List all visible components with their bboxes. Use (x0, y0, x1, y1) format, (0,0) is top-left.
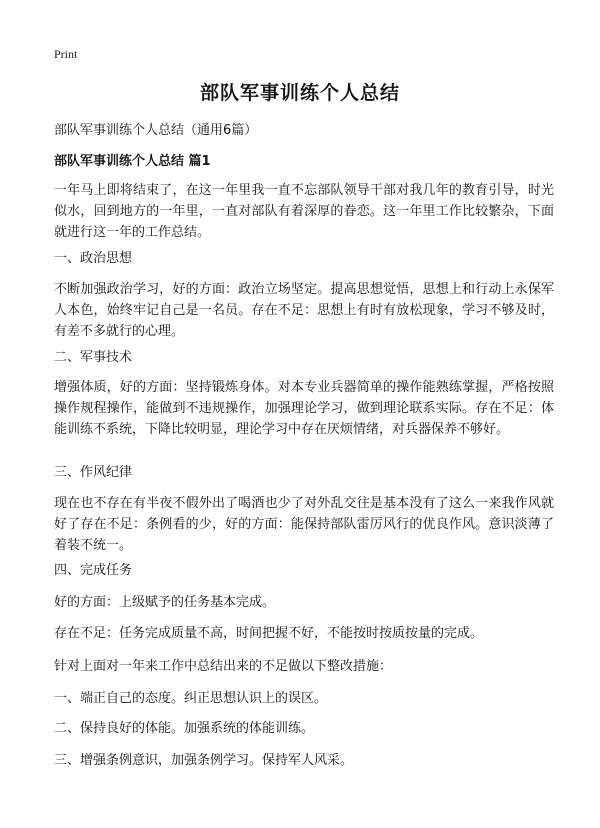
page-title: 部队军事训练个人总结 (199, 82, 400, 104)
measure-item-2: 二、保持良好的体能。加强系统的体能训练。 (54, 721, 315, 736)
heading-discipline: 三、作风纪律 (54, 465, 133, 480)
print-label: Print (54, 47, 78, 61)
heading-military-skills: 二、军事技术 (54, 350, 133, 365)
paragraph-intro: 一年马上即将结束了，在这一年里我一直不忘部队领导干部对我几年的教育引导，时光似水，回到地方的一年里，一直对部队有着深厚的眷恋。这一年里工作比较繁杂，下面就进行这一年的工作总结。 (54, 183, 554, 240)
heading-tasks: 四、完成任务 (54, 563, 133, 578)
paragraph-measures-intro: 针对上面对一年来工作中总结出来的不足做以下整改措施： (54, 659, 393, 674)
measure-item-3: 三、增强条例意识，加强条例学习。保持军人风采。 (54, 753, 354, 768)
document-subtitle: 部队军事训练个人总结（通用6篇） (54, 123, 258, 138)
paragraph-discipline: 现在也不存在有半夜不假外出了喝酒也少了对外乱交往是基本没有了这么一来我作风就好了存在不足：条例看的少，好的方面：能保持部队雷厉风行的优良作风。意识淡薄了着装不统一。 (54, 496, 554, 553)
paragraph-tasks-shortfall: 存在不足：任务完成质量不高，时间把握不好，不能按时按质按量的完成。 (54, 626, 484, 641)
paragraph-political: 不断加强政治学习，好的方面：政治立场坚定。提高思想觉悟，思想上和行动上永保军人本色，始终牢记自己是一名员。存在不足：思想上有时有放松现象，学习不够及时，有差不多就行的心理。 (54, 282, 554, 339)
paragraph-military-skills: 增强体质，好的方面：坚持锻炼身体。对本专业兵器简单的操作能熟练掌握，严格按照操作规程操作，能做到不违规操作，加强理论学习，做到理论联系实际。存在不足：体能训练不系统，下降比较明显，理论学习中存在厌烦情绪，对兵器保养不够好。 (54, 380, 554, 437)
paragraph-tasks-good: 好的方面：上级赋予的任务基本完成。 (54, 595, 276, 610)
heading-political: 一、政治思想 (54, 251, 133, 266)
measure-item-1: 一、端正自己的态度。纠正思想认识上的误区。 (54, 691, 328, 706)
section-heading: 部队军事训练个人总结 篇1 (54, 154, 211, 169)
